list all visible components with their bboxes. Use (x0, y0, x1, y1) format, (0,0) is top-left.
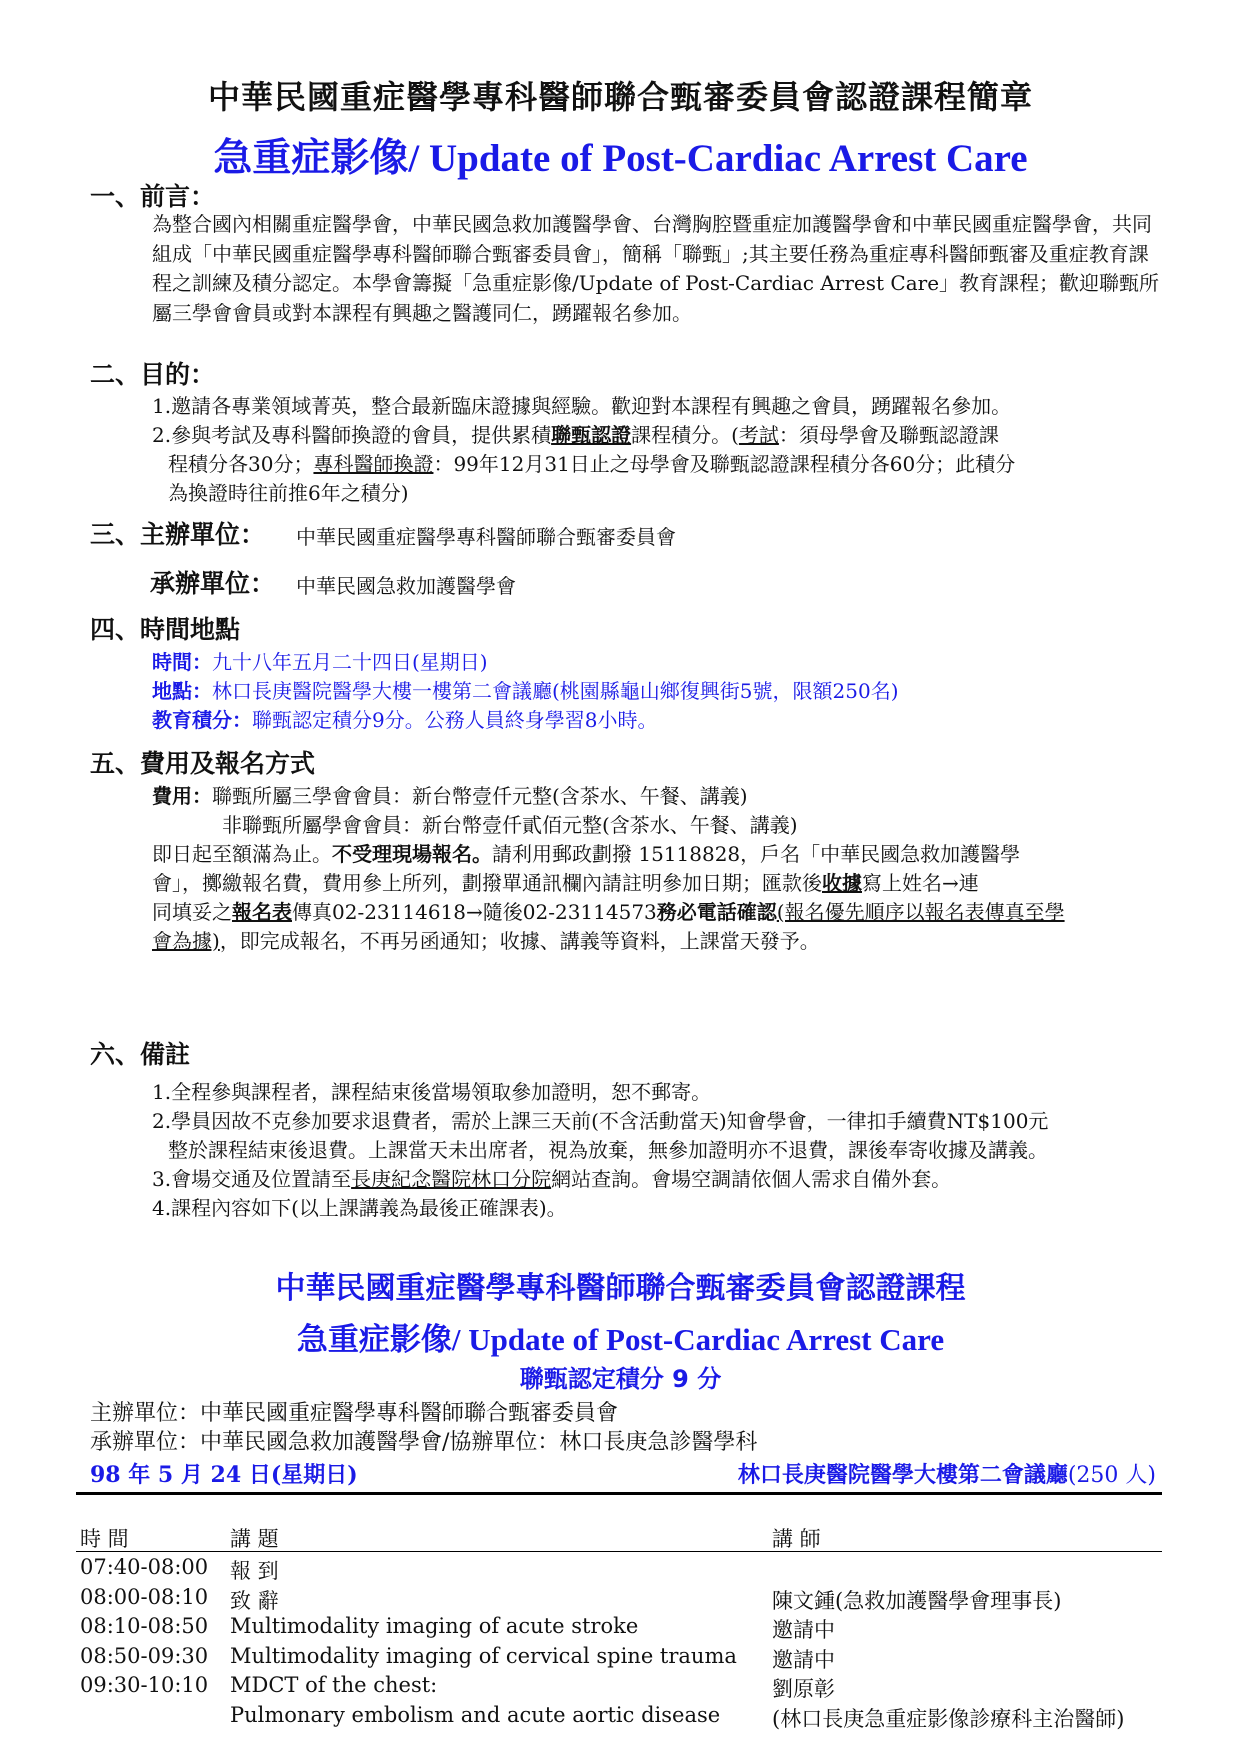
purpose-text: 2.參與考試及專科醫師換證的會員，提供累積 (152, 423, 552, 447)
event-time-value: 九十八年五月二十四日(星期日) (212, 650, 488, 674)
registration-line-3 (152, 896, 1065, 925)
schedule-topic-cell: Multimodality imaging of cervical spine trauma (230, 1643, 737, 1668)
program-co-organizer: 承辦單位：中華民國急救加護醫學會/協辦單位：林口長庚急診醫學科 (90, 1430, 758, 1455)
registration-line-4 (152, 925, 820, 954)
fee-line-1 (152, 780, 748, 809)
co-organizer: 中華民國急救加護醫學會 (296, 574, 516, 598)
column-header-time: 時 間 (80, 1527, 129, 1551)
program-venue (738, 1458, 1156, 1489)
schedule-time-cell: 08:50-09:30 (80, 1643, 209, 1668)
schedule-time-cell: 08:00-08:10 (80, 1584, 209, 1609)
registration-text: 即日起至額滿為止。 (152, 842, 332, 866)
registration-highlight: (報名優先順序以報名表傳真至學 (776, 900, 1065, 924)
fee-nonmember: 非聯甄所屬學會會員：新台幣壹仟貳佰元整(含茶水、午餐、講義) (222, 813, 798, 837)
registration-text: 傳真02-23114618→隨後02-23114573 (292, 900, 657, 924)
registration-line-1 (152, 838, 1020, 867)
section-1-heading: 一、前言： (90, 182, 216, 211)
event-place-value: 林口長庚醫院醫學大樓一樓第二會議廳(桃園縣龜山鄉復興街5號，限額250名) (212, 679, 899, 703)
document-title: 中華民國重症醫學專科醫師聯合甄審委員會認證課程簡章 (207, 78, 1033, 116)
registration-text: 會」，擲繳報名費，費用參上所列，劃撥單通訊欄內請註明參加日期；匯款後 (152, 871, 822, 895)
event-place (152, 675, 899, 704)
registration-text: ，即完成報名，不再另函通知；收據、講義等資料，上課當天發予。 (219, 929, 820, 953)
registration-highlight: 報名表 (232, 900, 292, 924)
co-organizer-heading: 承辦單位： (150, 569, 276, 598)
registration-text: 寫上姓名→連 (862, 871, 979, 895)
event-credit-label: 教育積分： (152, 708, 252, 732)
schedule-speaker-cell: 邀請中 (772, 1618, 835, 1642)
note-link: 長庚紀念醫院林口分院 (351, 1167, 552, 1191)
section-1-body: 為整合國內相關重症醫學會，中華民國急救加護醫學會、台灣胸腔暨重症加護醫學會和中華民國重症醫學會，共同組成「中華民國重症醫學專科醫師聯合甄審委員會」，簡稱「聯甄」;其主要任務為重症專科醫師甄審及重症教育課程之訓練及積分認定。本學會籌擬「急重症影像/Update of Post-Cardiac Arrest Care」教育課程；歡迎聯甄所屬三學會會員或對本課程有興趣之醫護同仁，踴躍報名參加。 (152, 212, 1160, 325)
note-item-2-line-1: 2.學員因故不克參加要求退費者，需於上課三天前(不含活動當天)知會學會，一律扣手續費NT$100元 (152, 1109, 1049, 1133)
purpose-item-2-line-2 (168, 448, 1015, 477)
note-text: 網站查詢。會場空調請依個人需求自備外套。 (551, 1167, 952, 1191)
registration-highlight: 不受理現場報名。 (332, 842, 492, 866)
note-item-4: 4.課程內容如下(以上課講義為最後正確課表)。 (152, 1196, 567, 1220)
schedule-topic-cell: 報 到 (230, 1559, 279, 1583)
event-place-label: 地點： (152, 679, 212, 703)
registration-text: 同填妥之 (152, 900, 232, 924)
note-item-2-line-2: 整於課程結束後退費。上課當天未出席者，視為放棄，無參加證明亦不退費，課後奉寄收據及講義。 (168, 1138, 1048, 1162)
section-6-heading: 六、備註 (90, 1040, 191, 1069)
schedule-topic-cell: 致 辭 (230, 1588, 279, 1613)
schedule-time-cell: 07:40-08:00 (80, 1555, 209, 1579)
purpose-text: 程積分各30分； (168, 452, 314, 476)
note-item-1: 1.全程參與課程者，課程結束後當場領取參加證明，恕不郵寄。 (152, 1080, 712, 1104)
purpose-highlight: 聯甄認證 (551, 423, 632, 447)
registration-highlight: 務必電話確認 (656, 900, 777, 924)
column-header-topic: 講 題 (230, 1527, 279, 1551)
note-item-3 (152, 1163, 951, 1192)
purpose-item-1: 1.邀請各專業領域菁英，整合最新臨床證據與經驗。歡迎對本課程有興趣之會員，踴躍報名參加。 (152, 394, 1012, 418)
purpose-text: ：須母學會及聯甄認證課 (778, 423, 999, 447)
schedule-time-cell: 08:10-08:50 (80, 1614, 209, 1638)
purpose-item-2-line-1 (152, 419, 999, 448)
registration-highlight: 收據 (822, 871, 862, 895)
fee-label: 費用： (152, 784, 212, 808)
host-organization: 中華民國重症醫學專科醫師聯合甄審委員會 (296, 525, 676, 549)
program-credit: 聯甄認定積分 9 分 (519, 1365, 722, 1393)
event-credit-value: 聯甄認定積分9分。公務人員終身學習8小時。 (252, 708, 658, 732)
event-time (152, 646, 488, 675)
purpose-highlight: 專科醫師換證 (313, 452, 434, 476)
schedule-speaker-cell: 劉原彰 (772, 1677, 835, 1701)
registration-text: 請利用郵政劃撥 15118828，戶名「中華民國急救加護醫學 (492, 842, 1021, 866)
purpose-highlight: 考試 (738, 423, 779, 447)
schedule-speaker-cell: (林口長庚急重症影像診療科主治醫師) (772, 1706, 1125, 1731)
event-credit (152, 704, 657, 733)
purpose-item-2-line-3: 為換證時往前推6年之積分) (168, 481, 409, 505)
program-venue-capacity: (250 人) (1067, 1463, 1156, 1488)
column-header-speaker: 講 師 (772, 1527, 821, 1551)
section-4-heading: 四、時間地點 (90, 615, 241, 644)
section-2-heading: 二、目的： (90, 360, 216, 389)
event-time-label: 時間： (152, 650, 212, 674)
section-5-heading: 五、費用及報名方式 (90, 749, 316, 778)
schedule-speaker-cell: 邀請中 (772, 1647, 835, 1672)
program-venue-name: 林口長庚醫院醫學大樓第二會議廳 (737, 1462, 1068, 1488)
note-text: 3.會場交通及位置請至 (152, 1167, 352, 1191)
program-top-rule (76, 1492, 1162, 1495)
program-date: 98 年 5 月 24 日(星期日) (90, 1462, 358, 1488)
program-subtitle: 急重症影像/ Update of Post-Cardiac Arrest Care (296, 1322, 945, 1357)
schedule-time-cell: 09:30-10:10 (80, 1673, 209, 1697)
schedule-topic-cell: Pulmonary embolism and acute aortic disease (230, 1702, 721, 1727)
header-divider (76, 1551, 1162, 1552)
registration-highlight: 會為據) (152, 929, 220, 953)
fee-member: 聯甄所屬三學會會員：新台幣壹仟元整(含茶水、午餐、講義) (212, 784, 748, 808)
purpose-text: 課程積分。( (631, 423, 739, 447)
schedule-speaker-cell: 陳文鍾(急救加護醫學會理事長) (772, 1588, 1062, 1613)
document-subtitle: 急重症影像/ Update of Post-Cardiac Arrest Care (213, 137, 1028, 180)
program-title: 中華民國重症醫學專科醫師聯合甄審委員會認證課程 (275, 1271, 966, 1306)
program-host: 主辦單位：中華民國重症醫學專科醫師聯合甄審委員會 (90, 1401, 619, 1426)
registration-line-2 (152, 867, 979, 896)
purpose-text: ：99年12月31日止之母學會及聯甄認證課程積分各60分；此積分 (433, 452, 1016, 476)
schedule-topic-cell: MDCT of the chest: (230, 1673, 438, 1697)
section-3-heading: 三、主辦單位： (90, 520, 266, 549)
schedule-topic-cell: Multimodality imaging of acute stroke (230, 1614, 639, 1638)
